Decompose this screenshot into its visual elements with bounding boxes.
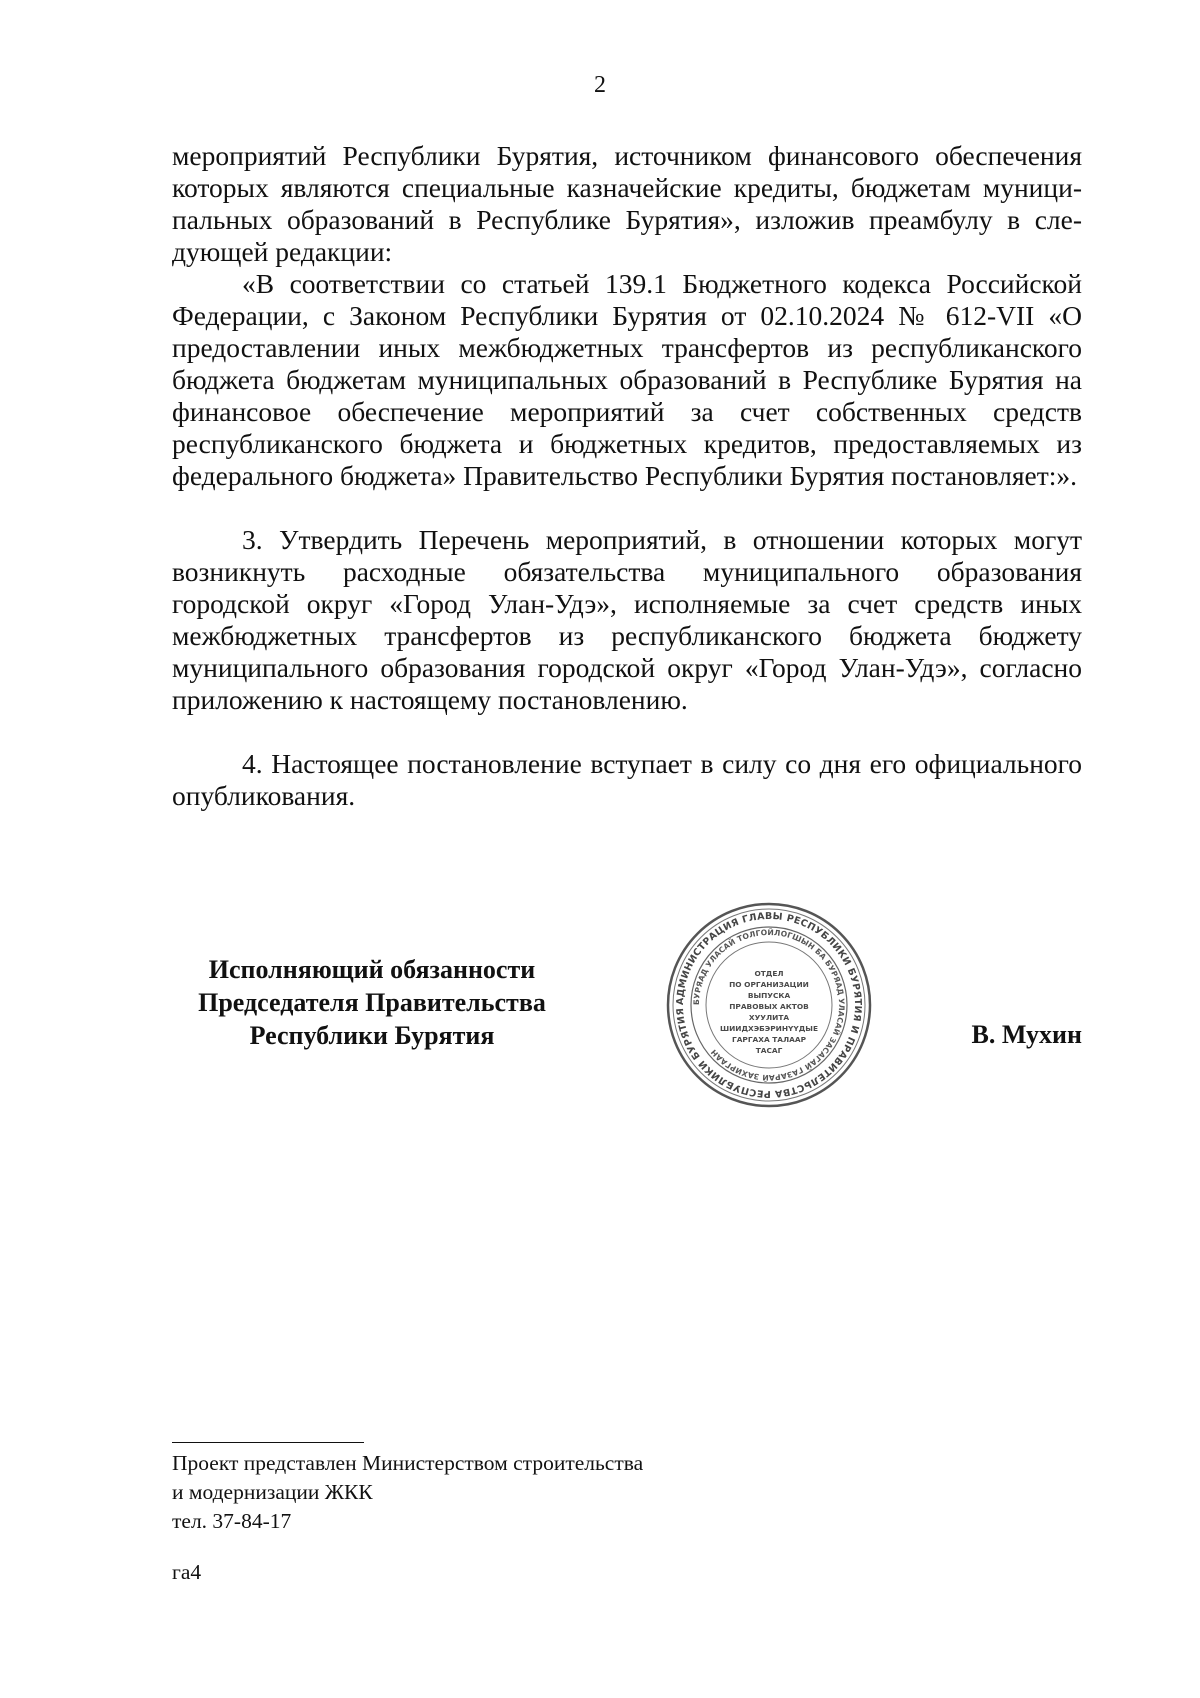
seal-center-line: ВЫПУСКА	[747, 991, 791, 1000]
preamble-quote: «В соответствии со статьей 139.1 Бюджетного кодекса Российской Федерации, с Законом Республики Бурятия от 02.10.2024 № 612-VII «О предоставлении иных межбюджетных трансфертов из республиканского бюджета бюджетам муниципальных образований в Республике Бурятия на финансовое обеспечение мероприятий за счет собственных средств республиканского бюджета и бюджетных кредитов, предоставляемых из федерального бюджета» Правительство Республики Бурятия постановляет:».	[172, 268, 1082, 491]
signatory-title-line: Председателя Правительства	[198, 988, 546, 1017]
footnote-line: и модернизации ЖКК	[172, 1480, 373, 1504]
seal-center-line: ГАРГАХА ТАЛААР	[731, 1035, 807, 1044]
seal-inner-text: БУРЯАД УЛАСАЙ ТОЛГОЙЛОГШЫН БА БУРЯАД УЛАСАЙ ЗАСАГАЙ ГАЗАРАЙ ЗАХИРГААН	[691, 927, 847, 1083]
footnote-line: тел. 37-84-17	[172, 1509, 292, 1533]
seal-center-line: ХУУЛИТА	[748, 1013, 790, 1022]
seal-center-line: ОТДЕЛ	[754, 969, 784, 978]
footnote-divider	[172, 1442, 364, 1443]
document-code: га4	[172, 1560, 202, 1584]
seal-center-line: ПРАВОВЫХ АКТОВ	[729, 1002, 809, 1011]
continuation-line: дующей редакции:	[172, 236, 393, 267]
signatory-title	[166, 953, 578, 1052]
item-4-paragraph: 4. Настоящее постановление вступает в силу со дня его официального опубликования.	[172, 748, 1082, 811]
signatory-title-line: Республики Бурятия	[249, 1021, 495, 1050]
page-number: 2	[594, 72, 606, 98]
continuation-line: мероприятий Республики Бурятия, источником финансового обеспечения	[172, 140, 1082, 171]
signatory-name: В. Мухин	[971, 1020, 1082, 1049]
seal-outer-text: АДМИНИСТРАЦИЯ ГЛАВЫ РЕСПУБЛИКИ БУРЯТИЯ И ПРАВИТЕЛЬСТВА РЕСПУБЛИКИ БУРЯТИЯ	[674, 910, 864, 1100]
seal-center-line: ПО ОРГАНИЗАЦИИ	[729, 980, 809, 989]
item-3-paragraph: 3. Утвердить Перечень мероприятий, в отношении которых могут возникнуть расходные обязательства муниципального образования городской округ «Город Улан-Удэ», исполняемые за счет средств иных межбюджетных трансфертов из республиканского бюджета бюджету муниципального образования городской округ «Город Улан-Удэ», согласно приложению к настоящему постановлению.	[172, 524, 1082, 715]
seal-center-line: ТАСАГ	[755, 1046, 783, 1055]
seal-center-line: ШИИДХЭБЭРИНҮҮДЫЕ	[719, 1024, 819, 1033]
continuation-line: пальных образований в Республике Бурятия», изложив преамбулу в сле-	[172, 204, 1082, 235]
official-seal	[664, 900, 874, 1110]
signatory-title-line: Исполняющий обязанности	[208, 955, 536, 984]
document-body	[172, 140, 1082, 812]
footnote-line: Проект представлен Министерством строительства	[172, 1451, 644, 1475]
continuation-line: которых являются специальные казначейские кредиты, бюджетам муници-	[172, 172, 1082, 203]
footnote	[172, 1449, 643, 1536]
